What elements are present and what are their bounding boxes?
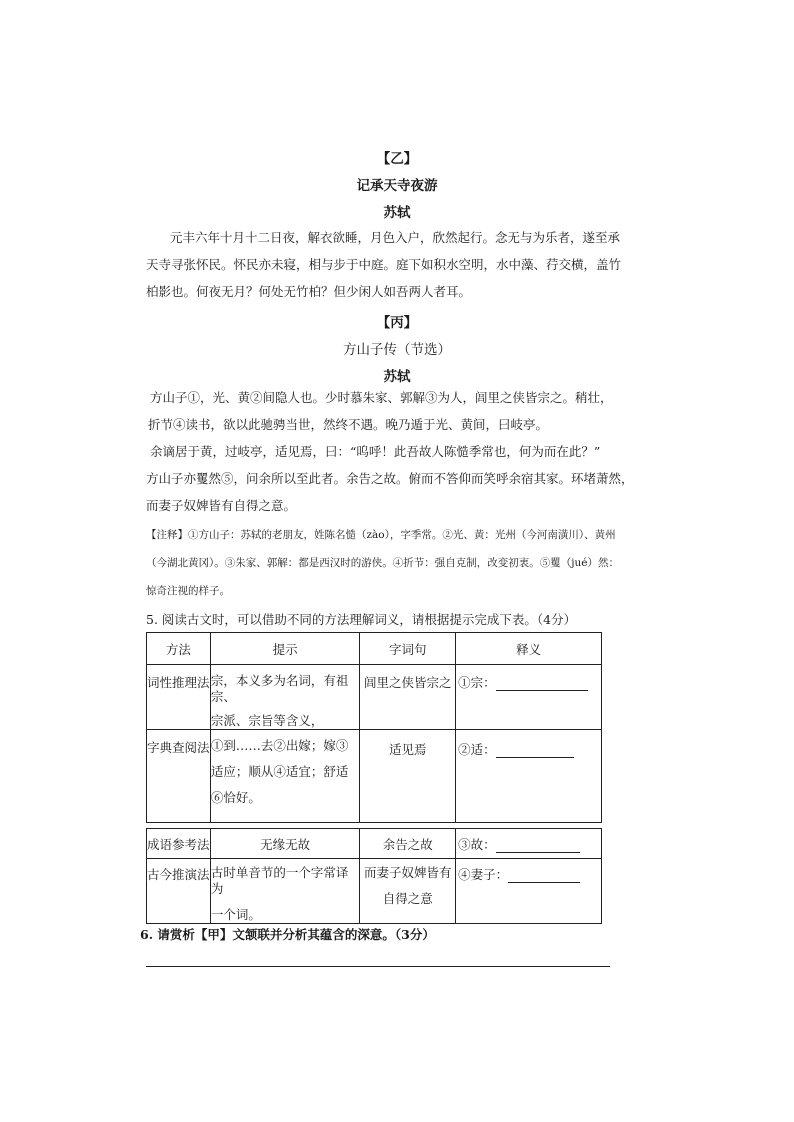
row1-hint-line-2: 宗派、宗旨等含义，	[210, 713, 324, 728]
row4-hint	[210, 859, 360, 924]
header-phrase: 字词句	[360, 633, 456, 665]
row2-hint-line-1: ①到……去②出嫁；嫁③	[210, 738, 349, 753]
row2-hint-line-3: ⑥恰好。	[210, 790, 261, 805]
row4-hint-line-1: 古时单音节的一个字常译为	[210, 865, 349, 896]
row1-hint-line-1: 宗，本义多为名词，有祖宗、	[210, 673, 349, 704]
row4-phrase-line-1: 而妻子奴婢皆有	[364, 865, 452, 880]
note-line-1: 【注释】①方山子：苏轼的老朋友，姓陈名慥（zào），字季常。②光、黄：光州（今河南潢川）、黄州	[146, 529, 616, 541]
bing-p2-line-2: 方山子亦矍然⑤，问余所以至此者。余告之故。俯而不答仰而笑呼余宿其家。环堵萧然，	[146, 471, 634, 486]
note-line-2: （今湖北黄冈）。③朱家、郭解：都是西汉时的游侠。④折节：强自克制，改变初衷。⑤矍（jué）然：	[146, 557, 619, 569]
row1-answer-blank[interactable]	[496, 690, 588, 691]
row4-answer	[456, 859, 602, 924]
bing-p1-line-2: 折节④读书，欲以此驰骋当世，然终不遇。晚乃遁于光、黄间，曰岐亭。	[148, 417, 549, 432]
bing-p2-line-3: 而妻子奴婢皆有自得之意。	[146, 498, 297, 513]
q6-answer-line[interactable]	[146, 966, 610, 967]
yi-marker: 【乙】	[376, 151, 418, 167]
bing-author: 苏轼	[383, 369, 411, 385]
yi-line-1: 元丰六年十月十二日夜，解衣欲睡，月色入户，欣然起行。念无与为乐者，遂至承	[170, 230, 621, 245]
table-row	[147, 730, 602, 823]
row3-answer-blank[interactable]	[496, 852, 580, 853]
row1-answer-label: ①宗：	[458, 675, 496, 690]
note-line-3: 惊奇注视的样子。	[146, 585, 230, 597]
bing-p2-line-1: 余谪居于黄，过岐亭，适见焉，曰：“呜呼！此吾故人陈慥季常也，何为而在此？”	[150, 444, 601, 459]
row1-method: 词性推理法	[147, 665, 211, 730]
row3-method: 成语参考法	[147, 829, 211, 859]
row4-method: 古今推演法	[147, 859, 211, 924]
row4-phrase	[360, 859, 456, 924]
question-5: 5. 阅读古文时，可以借助不同的方法理解词义，请根据提示完成下表。（4分）	[146, 612, 577, 627]
row4-answer-label: ④妻子：	[458, 867, 509, 882]
table-row	[147, 859, 602, 924]
table-row	[147, 829, 602, 859]
bing-title: 方山子传（节选）	[343, 342, 451, 358]
row1-answer	[456, 665, 602, 730]
bing-p1-line-1: 方山子①，光、黄②间隐人也。少时慕朱家、郭解③为人，闾里之侠皆宗之。稍壮，	[150, 390, 613, 405]
table-header-row	[147, 633, 602, 665]
row4-phrase-line-2: 自得之意	[382, 891, 433, 906]
row3-answer-label: ③故：	[458, 836, 496, 852]
row2-answer	[456, 730, 602, 823]
header-meaning: 释义	[456, 633, 602, 665]
row2-method: 字典查阅法	[147, 730, 211, 823]
row3-hint: 无缘无故	[210, 829, 360, 859]
question-6: 6. 请赏析【甲】文颔联并分析其蕴含的深意。（3分）	[140, 927, 435, 942]
row2-answer-label: ②适：	[458, 742, 496, 757]
method-table	[146, 632, 602, 924]
row4-hint-line-2: 一个词。	[210, 907, 261, 922]
row2-hint-line-2: 适应；顺从④适宜；舒适	[210, 764, 349, 779]
table-row	[147, 665, 602, 730]
row1-phrase: 闾里之侠皆宗之	[360, 665, 456, 730]
yi-line-2: 天寺寻张怀民。怀民亦未寝，相与步于中庭。庭下如积水空明，水中藻、荇交横，盖竹	[146, 257, 622, 272]
header-method: 方法	[147, 633, 211, 665]
row1-hint	[210, 665, 360, 730]
row2-answer-blank[interactable]	[496, 757, 574, 758]
row3-answer	[456, 829, 602, 859]
row2-hint	[210, 730, 360, 823]
bing-marker: 【丙】	[376, 315, 418, 331]
yi-title: 记承天寺夜游	[356, 178, 438, 194]
header-hint: 提示	[210, 633, 360, 665]
row2-phrase: 适见焉	[360, 730, 456, 823]
yi-line-3: 柏影也。何夜无月？何处无竹柏？但少闲人如吾两人者耳。	[146, 284, 472, 299]
row4-answer-blank[interactable]	[508, 882, 580, 883]
yi-author: 苏轼	[383, 205, 411, 221]
row3-phrase: 余告之故	[360, 829, 456, 859]
